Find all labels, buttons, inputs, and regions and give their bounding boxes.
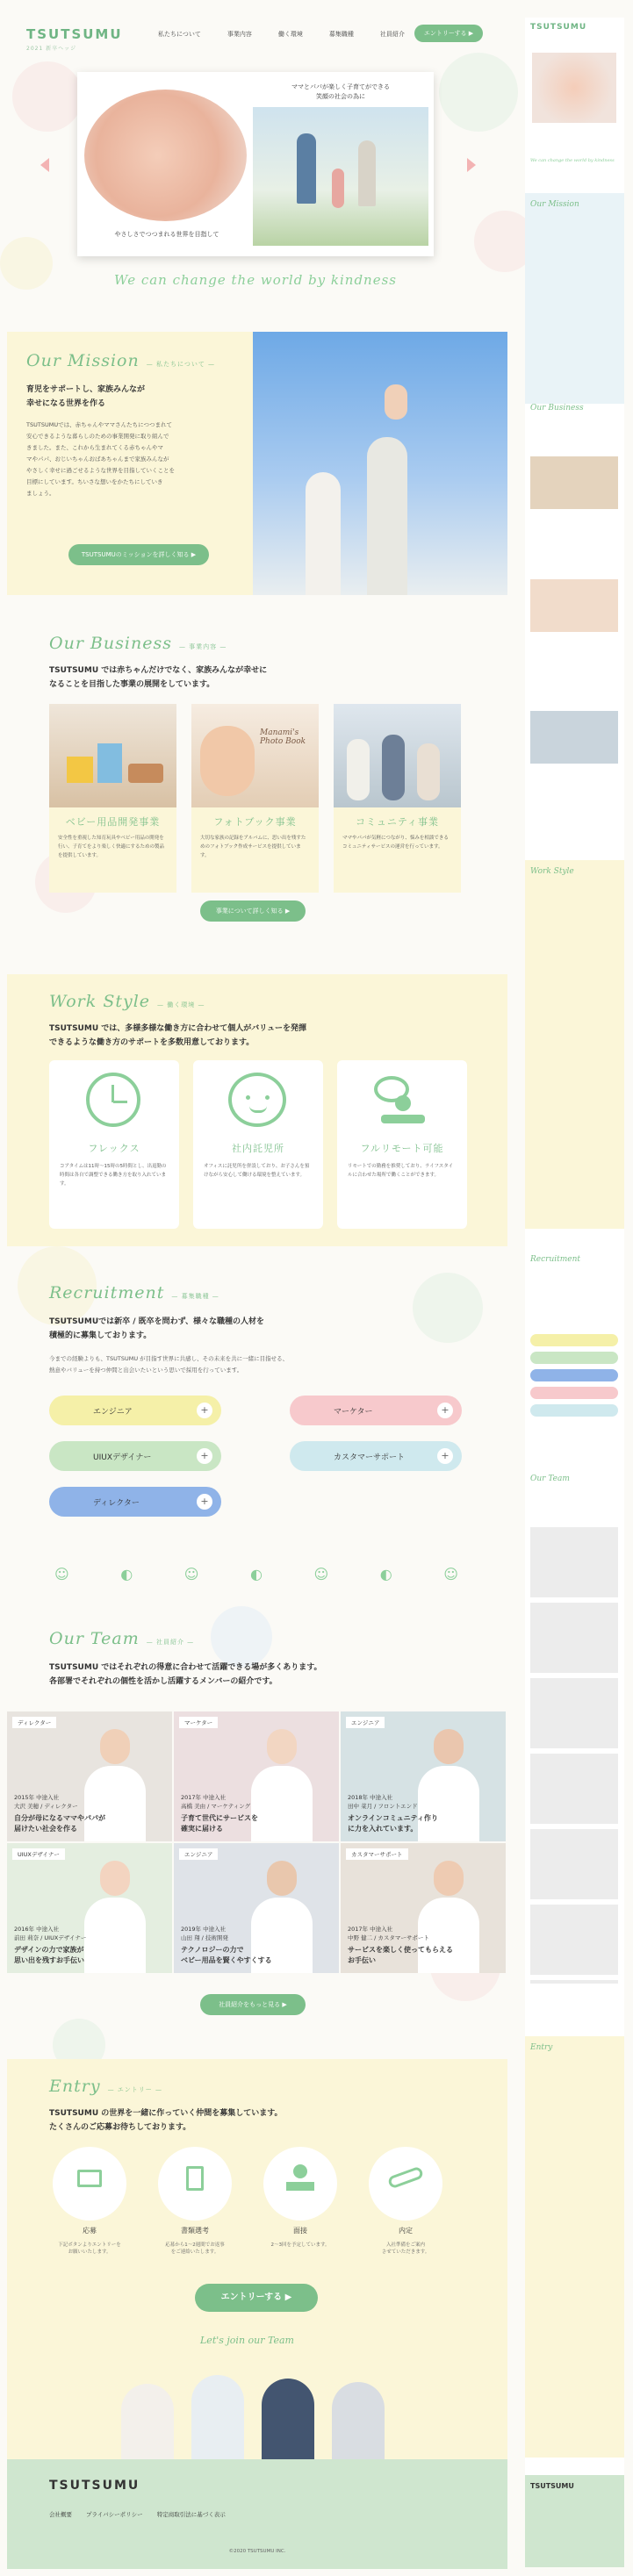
- workstyle-title: Work Style — 働く環境 —: [49, 992, 205, 1011]
- business-title: Our Business — 事業内容 —: [49, 634, 227, 653]
- business-card-title: フォトブック事業: [213, 816, 297, 828]
- join-team-text: Let's join our Team: [200, 2335, 294, 2346]
- decorative-baby-icons: [54, 1566, 458, 1582]
- team-lead: TSUTSUMU ではそれぞれの得意に合わせて活躍できる場が多くあります。 各部署でそれぞれの個性を活かし活躍するメンバーの紹介です。: [49, 1663, 322, 1686]
- member-year: 2018年 中途入社: [348, 1794, 393, 1801]
- member-quote: サービスを楽しく使ってもらえる お手伝い: [348, 1946, 453, 1964]
- team-title: Our Team — 社員紹介 —: [49, 1629, 195, 1648]
- mobile-team-list: [530, 1527, 618, 1984]
- toy-image: [49, 704, 176, 807]
- plus-icon: +: [437, 1448, 453, 1464]
- member-role: カスタマーサポート: [346, 1848, 408, 1860]
- member-role: エンジニア: [179, 1848, 218, 1860]
- mission-detail-button[interactable]: TSUTSUMUのミッションを詳しく知る ▶: [68, 544, 209, 565]
- business-card-title: ベビー用品開発事業: [65, 816, 161, 828]
- mobile-logo: TSUTSUMU: [530, 23, 587, 32]
- team-more-button[interactable]: 社員紹介をもっと見る ▶: [200, 1994, 306, 2015]
- hero-copy-left: やさしさでつつまれる世界を目指して: [114, 231, 219, 238]
- hero-slogan: We can change the world by kindness: [114, 272, 397, 288]
- baby-face-icon: ☺: [313, 1566, 329, 1582]
- member-year: 2019年 中途入社: [181, 1926, 227, 1933]
- member-name: 高橋 美由 / マーケティング: [181, 1803, 251, 1810]
- document-icon: [186, 2166, 204, 2191]
- plus-icon: +: [197, 1403, 212, 1418]
- brand-logo[interactable]: [26, 26, 123, 52]
- footer-link-company[interactable]: 会社概要: [49, 2511, 72, 2518]
- mobile-footer: TSUTSUMU: [525, 2475, 624, 2567]
- team-member-card[interactable]: [7, 1711, 172, 1841]
- baby-face-icon: ☺: [183, 1566, 199, 1582]
- nav-item-recruit[interactable]: 募集職種: [328, 31, 354, 38]
- member-quote: テクノロジーの力で ベビー用品を賢くやすくする: [181, 1946, 272, 1964]
- entry-step-interview: 面接 2〜3回を予定しています。: [260, 2147, 341, 2248]
- community-image: [334, 704, 461, 807]
- business-card-body: 大切な家族の記録をアルバムに、思い出を残すためのフォトブック作成サービスを提供しています。: [200, 836, 306, 858]
- entry-button[interactable]: エントリーする ▶: [195, 2284, 318, 2312]
- hero-slider: [77, 72, 434, 256]
- member-quote: デザインの力で家族が 思い出を残すお手伝い: [14, 1946, 84, 1964]
- team-member-card[interactable]: [341, 1711, 506, 1841]
- workstyle-lead: TSUTSUMU では、多様多様な働き方に合わせて個人がバリューを発揮 できるような働き方のサポートを多数用意しております。: [49, 1024, 306, 1047]
- mission-lead: 育児をサポートし、家族みんなが 幸せになる世界を作る: [26, 385, 146, 408]
- entry-step-offer: 内定 入社準備をご案内 させていただきます。: [365, 2147, 446, 2255]
- footer-links: [49, 2510, 226, 2518]
- photobook-label: Manami's Photo Book: [260, 728, 306, 746]
- business-lead: TSUTSUMU では赤ちゃんだけでなく、家族みんなが幸せに なることを目指した事業の展開をしています。: [49, 666, 268, 689]
- member-year: 2017年 中途入社: [348, 1926, 393, 1933]
- business-detail-button[interactable]: 事業について詳しく知る ▶: [200, 901, 306, 922]
- workstyle-card-nursery: [193, 1060, 323, 1229]
- hero-copy-right: ママとパパが楽しく子育てができる 笑顔の社会の為に: [291, 83, 390, 100]
- mobile-job-list: [530, 1334, 618, 1448]
- job-director[interactable]: ディレクター +: [49, 1487, 221, 1517]
- member-year: 2017年 中途入社: [181, 1794, 227, 1801]
- baby-face-icon: ☺: [443, 1566, 458, 1582]
- footer-link-legal[interactable]: 特定商取引法に基づく表示: [156, 2511, 226, 2518]
- plus-icon: +: [197, 1448, 212, 1464]
- mobile-team-title: Our Team: [530, 1475, 570, 1483]
- mobile-business-image: [530, 456, 618, 509]
- mobile-business-title: Our Business: [530, 404, 584, 413]
- business-card-baby[interactable]: [49, 704, 176, 893]
- team-member-card[interactable]: [174, 1711, 339, 1841]
- baby-photo-image: [191, 704, 319, 807]
- business-card-title: コミュニティ事業: [356, 816, 439, 828]
- member-name: 中野 健二 / カスタマーサポート: [348, 1934, 429, 1941]
- mobile-business-image: [530, 711, 618, 764]
- main-nav: [158, 30, 405, 39]
- pacifier-icon: ◐: [120, 1566, 133, 1582]
- mobile-mission: Our Mission: [525, 193, 624, 404]
- brand-tagline: 2021 新卒ヘッジ: [26, 46, 77, 52]
- footer-link-privacy[interactable]: プライバシーポリシー: [86, 2511, 143, 2518]
- team-member-card[interactable]: [174, 1843, 339, 1973]
- member-quote: 子育て世代にサービスを 確実に届ける: [181, 1814, 258, 1833]
- mobile-hero-image: [532, 53, 616, 123]
- mission-family-image: [253, 332, 507, 595]
- nav-item-about[interactable]: 私たちについて: [158, 31, 201, 38]
- mobile-slogan: We can change the world by kindness: [530, 158, 615, 163]
- baby-face-icon: ☺: [54, 1566, 69, 1582]
- job-engineer[interactable]: エンジニア +: [49, 1396, 221, 1425]
- workstyle-card-title: フレックス: [88, 1143, 140, 1154]
- recruit-body: 今までの経験よりも、TSUTSUMU が目指す世界に共感し、その未来を共に一緒に目指せる、 熱意やバリューを持つ仲間と出会いたいという思いで採用を行っています。: [49, 1355, 289, 1374]
- baby-face-icon: [228, 1073, 286, 1127]
- member-quote: オンラインコミュニティ作り に力を入れています。: [348, 1814, 438, 1833]
- pacifier-icon: ◐: [249, 1566, 263, 1582]
- business-card-body: ママやパパが気軽につながり、悩みを相談できるコミュニティサービスの運営を行っています。: [342, 836, 449, 850]
- plus-icon: +: [437, 1403, 453, 1418]
- workstyle-card-body: リモートでの勤務を推奨しており、ライフスタイルに合わせた場所で働くことができます。: [348, 1164, 454, 1178]
- entry-title: Entry — エントリー —: [49, 2077, 163, 2096]
- handshake-icon: [387, 2166, 424, 2190]
- footer-brand: TSUTSUMU: [49, 2479, 140, 2493]
- mission-title: Our Mission — 私たちについて —: [26, 351, 216, 370]
- member-role: エンジニア: [346, 1717, 385, 1728]
- nav-item-team[interactable]: 社員紹介: [379, 31, 405, 38]
- member-name: 前田 莉奈 / UIUXデザイナー: [14, 1934, 87, 1941]
- mobile-recruit-title: Recruitment: [530, 1255, 581, 1264]
- team-member-card[interactable]: [341, 1843, 506, 1973]
- mobile-workstyle: Work Style: [525, 860, 624, 1229]
- member-role: マーケター: [179, 1717, 218, 1728]
- business-card-body: 安全性を重視した知育玩具やベビー用品の開発を行い、子育てをより楽しく快適にするための製品を提供しています。: [58, 836, 165, 858]
- mobile-entry: Entry: [525, 2036, 624, 2458]
- recruit-title: Recruitment — 募集職種 —: [49, 1283, 219, 1302]
- team-member-card[interactable]: [7, 1843, 172, 1973]
- entry-step-apply: 応募 下記ボタンよりエントリーを お願いいたします。: [49, 2147, 130, 2255]
- mission-body: TSUTSUMUでは、赤ちゃんやママさんたちにつつまれて 安心できるような暮らしのための事業開発に取り組んで きました。また、これから生まれてくる赤ちゃんやマ マやパパ、おじいちゃんおばあちゃんまで家族みんなが やさしく幸せに過ごせるような世界を目指していくことを 目標にしています。ちいさな想いをかたちにしていき ましょう。: [26, 421, 175, 497]
- workstyle-card-title: 社内託児所: [232, 1143, 284, 1154]
- hero-baby-hands-image: [84, 90, 247, 221]
- job-uiux[interactable]: UIUXデザイナー +: [49, 1441, 221, 1471]
- workstyle-card-body: オフィスに託児所を併設しており、お子さんを預けながら安心して働ける環境を整えています。: [204, 1164, 310, 1178]
- entry-lead: TSUTSUMU の世界を一緒に作っていく仲間を募集しています。 たくさんのご応募お待ちしております。: [49, 2109, 283, 2132]
- member-year: 2015年 中途入社: [14, 1794, 60, 1801]
- member-name: 大沢 美穂 / ディレクター: [14, 1803, 78, 1810]
- workstyle-card-body: コアタイムは11時〜15時の5時間とし、出退勤の時間は各自で調整できる働き方を取り入れています。: [60, 1164, 167, 1187]
- member-name: 山田 翔 / 技術開発: [181, 1934, 228, 1941]
- workstyle-card-title: フルリモート可能: [360, 1143, 444, 1154]
- plus-icon: +: [197, 1494, 212, 1510]
- header-entry-button[interactable]: エントリーする ▶: [414, 25, 483, 42]
- pacifier-icon: ◐: [379, 1566, 392, 1582]
- member-quote: 自分が母になるママやパパが 届けたい社会を作る: [14, 1814, 105, 1833]
- nav-item-workstyle[interactable]: 働く環境: [277, 31, 303, 38]
- nav-item-business[interactable]: 事業内容: [227, 31, 252, 38]
- workstyle-section: [7, 974, 507, 1246]
- hero-prev-arrow[interactable]: [40, 158, 49, 172]
- workstyle-card-remote: [337, 1060, 467, 1229]
- business-card-photo[interactable]: [191, 704, 319, 893]
- hero-family-image: [253, 107, 428, 246]
- team-members-image: [104, 2357, 420, 2459]
- workstyle-card-flex: [49, 1060, 179, 1229]
- mobile-business-image: [530, 579, 618, 632]
- member-role: UIUXデザイナー: [12, 1848, 65, 1860]
- entry-step-screening: 書類選考 応募から1〜2週間でお返事 をご連絡いたします。: [155, 2147, 235, 2255]
- copyright: ©2020 TSUTSUMU INC.: [228, 2549, 286, 2554]
- member-name: 田中 菜月 / フロントエンド: [348, 1803, 418, 1810]
- business-card-community[interactable]: [334, 704, 461, 893]
- footer: [7, 2459, 507, 2569]
- brand-name: TSUTSUMU: [26, 26, 123, 42]
- entry-section: [7, 2059, 507, 2459]
- member-role: ディレクター: [12, 1717, 56, 1728]
- clock-icon: [86, 1073, 140, 1127]
- member-year: 2016年 中途入社: [14, 1926, 60, 1933]
- laptop-icon: [77, 2170, 102, 2187]
- mobile-preview: [525, 18, 624, 2567]
- recruit-lead: TSUTSUMUでは新卒 / 既卒を問わず、様々な職種の人材を 積極的に募集しております。: [49, 1317, 264, 1340]
- job-support[interactable]: カスタマーサポート +: [290, 1441, 462, 1471]
- interview-icon: [293, 2164, 307, 2178]
- hero-next-arrow[interactable]: [467, 158, 476, 172]
- job-marketer[interactable]: マーケター +: [290, 1396, 462, 1425]
